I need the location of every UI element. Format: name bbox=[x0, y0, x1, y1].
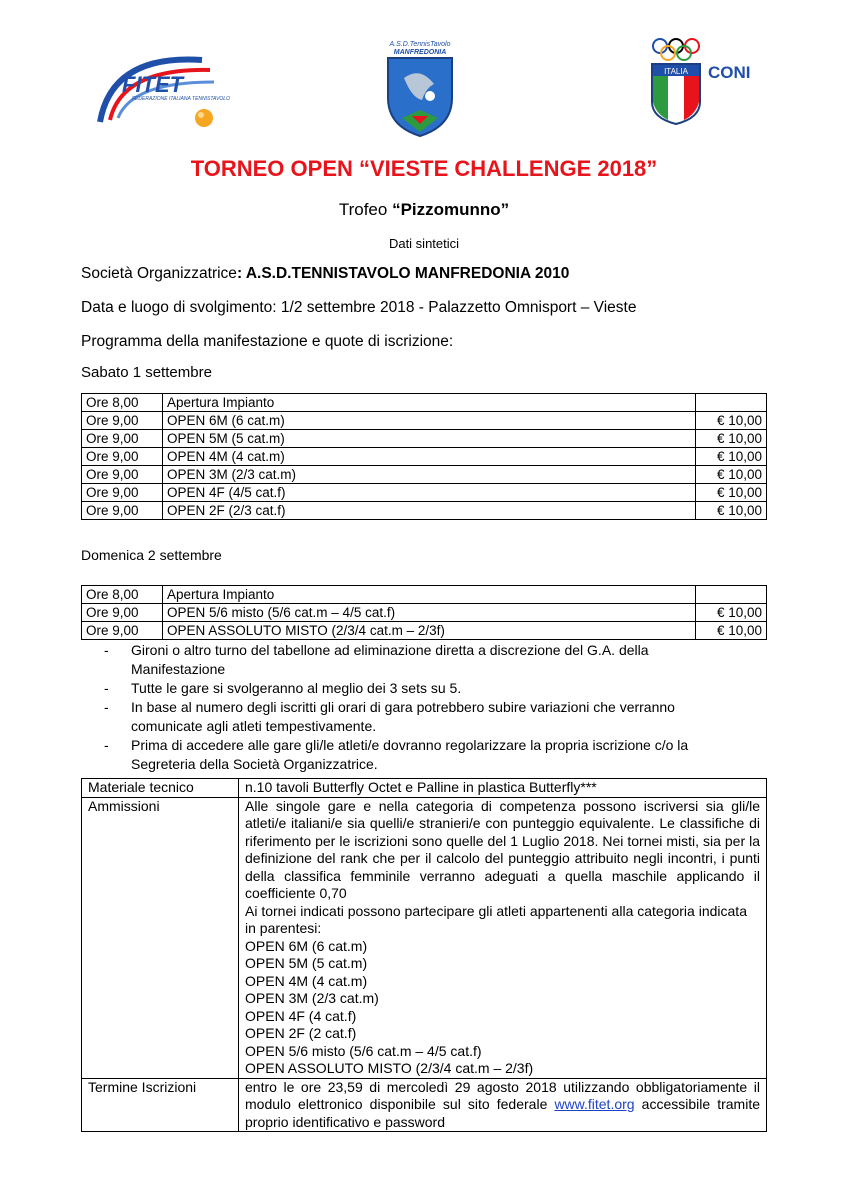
event-cell: OPEN 2F (2/3 cat.f) bbox=[163, 502, 696, 520]
club-logo-line2: MANFREDONIA bbox=[393, 49, 447, 56]
time-cell: Ore 9,00 bbox=[82, 604, 163, 622]
time-cell: Ore 9,00 bbox=[82, 502, 163, 520]
fitet-logo-caption: FEDERAZIONE ITALIANA TENNISTAVOLO bbox=[132, 96, 230, 102]
table-row bbox=[82, 502, 767, 520]
list-item: - In base al numero degli iscritti gli orari di gara potrebbero subire variazioni che verranno comunicate agli atleti tempestivamente. bbox=[104, 698, 724, 736]
organizer-line bbox=[81, 265, 569, 283]
venue-line: Data e luogo di svolgimento: 1/2 settembre 2018 - Palazzetto Omnisport – Vieste bbox=[81, 299, 637, 316]
table-row bbox=[82, 430, 767, 448]
admissions-paragraph-1: Alle singole gare e nella categoria di competenza possono iscriversi sia gli/le atleti/e italiani/e sia quelli/e stranieri/e con punteggio equivalente. Le classifiche di riferimento per le iscrizioni sono quelle del 1 Luglio 2018. Nei tornei misti, sia per la definizione del rank che per il calcolo del punteggio attribuito negli incontri, i punti della classifica femminile verranno adeguati a quella maschile applicando il coefficiente 0,70 bbox=[245, 797, 760, 901]
table-row bbox=[82, 466, 767, 484]
time-cell: Ore 9,00 bbox=[82, 622, 163, 640]
subtitle-prefix: Trofeo bbox=[338, 200, 393, 219]
coni-logo-name: CONI bbox=[708, 63, 751, 82]
program-heading: Programma della manifestazione e quote di iscrizione: bbox=[81, 333, 454, 350]
time-cell: Ore 9,00 bbox=[82, 466, 163, 484]
event-cell: OPEN 4M (4 cat.m) bbox=[163, 448, 696, 466]
table-row bbox=[82, 484, 767, 502]
admissions-list-item: OPEN 4M (4 cat.m) bbox=[245, 972, 368, 989]
table-row bbox=[82, 622, 767, 640]
table-row bbox=[82, 604, 767, 622]
deadline-label: Termine Iscrizioni bbox=[82, 1078, 239, 1132]
page-title: TORNEO OPEN “VIESTE CHALLENGE 2018” bbox=[190, 156, 658, 181]
list-item: - Tutte le gare si svolgeranno al meglio dei 3 sets su 5. bbox=[104, 679, 724, 698]
saturday-heading: Sabato 1 settembre bbox=[81, 364, 212, 381]
fee-cell: € 10,00 bbox=[696, 412, 767, 430]
info-table bbox=[81, 778, 767, 1132]
deadline-text-before: entro le ore 23,59 di mercoledì 29 agosto 2018 utilizzando obbligatoriamente il modulo elettronico disponibile sul sito federale bbox=[245, 1078, 760, 1112]
organizer-label: Società Organizzatrice bbox=[81, 265, 237, 282]
organizer-value: : A.S.D.TENNISTAVOLO MANFREDONIA 2010 bbox=[236, 265, 570, 282]
time-cell: Ore 9,00 bbox=[82, 430, 163, 448]
deadline-value bbox=[239, 1078, 767, 1132]
time-cell: Ore 8,00 bbox=[82, 586, 163, 604]
table-row bbox=[82, 448, 767, 466]
table-row bbox=[82, 1078, 767, 1132]
fee-cell: € 10,00 bbox=[696, 604, 767, 622]
fee-cell bbox=[696, 586, 767, 604]
list-item: - Prima di accedere alle gare gli/le atleti/e dovranno regolarizzare la propria iscrizione c/o la Segreteria della Società Organizzatrice. bbox=[104, 736, 724, 774]
fee-cell: € 10,00 bbox=[696, 622, 767, 640]
fitet-logo bbox=[92, 44, 232, 136]
fitet-website-link[interactable]: www.fitet.org bbox=[554, 1096, 635, 1112]
time-cell: Ore 9,00 bbox=[82, 448, 163, 466]
admissions-list-item: OPEN 6M (6 cat.m) bbox=[245, 937, 368, 954]
material-label: Materiale tecnico bbox=[82, 779, 239, 798]
notes-list bbox=[104, 641, 724, 774]
club-logo-line1: A.S.D.TennisTavolo bbox=[389, 41, 451, 48]
admissions-list-item: OPEN ASSOLUTO MISTO (2/3/4 cat.m – 2/3f) bbox=[245, 1060, 534, 1076]
admissions-list-item: OPEN 2F (2 cat.f) bbox=[245, 1025, 357, 1041]
summary-heading: Dati sintetici bbox=[388, 236, 460, 251]
admissions-value bbox=[239, 797, 767, 1078]
club-shield-logo bbox=[382, 38, 458, 138]
table-row bbox=[82, 394, 767, 412]
time-cell: Ore 9,00 bbox=[82, 484, 163, 502]
fee-cell: € 10,00 bbox=[696, 448, 767, 466]
event-cell: OPEN 4F (4/5 cat.f) bbox=[163, 484, 696, 502]
deadline-text-after: accessibile tramite proprio identificativo e password bbox=[245, 1096, 761, 1130]
fee-cell: € 10,00 bbox=[696, 484, 767, 502]
sunday-heading: Domenica 2 settembre bbox=[81, 547, 222, 563]
event-cell: OPEN 5/6 misto (5/6 cat.m – 4/5 cat.f) bbox=[163, 604, 696, 622]
event-cell: OPEN 3M (2/3 cat.m) bbox=[163, 466, 696, 484]
admissions-list-item: OPEN 5M (5 cat.m) bbox=[245, 955, 368, 971]
admissions-list-item: OPEN 4F (4 cat.f) bbox=[245, 1007, 357, 1024]
admissions-label: Ammissioni bbox=[82, 797, 239, 1078]
fee-cell: € 10,00 bbox=[696, 466, 767, 484]
fitet-logo-name: FITET bbox=[122, 72, 184, 97]
event-cell: OPEN 5M (5 cat.m) bbox=[163, 430, 696, 448]
coni-logo bbox=[648, 36, 760, 126]
sunday-schedule-table bbox=[81, 585, 767, 640]
coni-flag-label: ITALIA bbox=[664, 67, 688, 76]
admissions-list-item: OPEN 5/6 misto (5/6 cat.m – 4/5 cat.f) bbox=[245, 1042, 482, 1059]
table-row bbox=[82, 412, 767, 430]
list-item: - Gironi o altro turno del tabellone ad eliminazione diretta a discrezione del G.A. della Manifestazione bbox=[104, 641, 724, 679]
saturday-schedule-table bbox=[81, 393, 767, 520]
subtitle-name: “Pizzomunno” bbox=[392, 200, 510, 219]
time-cell: Ore 8,00 bbox=[82, 394, 163, 412]
table-row bbox=[82, 779, 767, 798]
material-value: n.10 tavoli Butterfly Octet e Palline in plastica Butterfly*** bbox=[239, 779, 767, 798]
table-row bbox=[82, 797, 767, 1078]
admissions-list-item: OPEN 3M (2/3 cat.m) bbox=[245, 990, 379, 1006]
event-cell: OPEN ASSOLUTO MISTO (2/3/4 cat.m – 2/3f) bbox=[163, 622, 696, 640]
table-row bbox=[82, 586, 767, 604]
fee-cell: € 10,00 bbox=[696, 502, 767, 520]
event-cell: Apertura Impianto bbox=[163, 394, 696, 412]
event-cell: OPEN 6M (6 cat.m) bbox=[163, 412, 696, 430]
fee-cell: € 10,00 bbox=[696, 430, 767, 448]
page-subtitle bbox=[0, 200, 848, 220]
admissions-paragraph-2: Ai tornei indicati possono partecipare gli atleti appartenenti alla categoria indicata in parentesi: bbox=[245, 902, 747, 936]
time-cell: Ore 9,00 bbox=[82, 412, 163, 430]
event-cell: Apertura Impianto bbox=[163, 586, 696, 604]
fee-cell bbox=[696, 394, 767, 412]
